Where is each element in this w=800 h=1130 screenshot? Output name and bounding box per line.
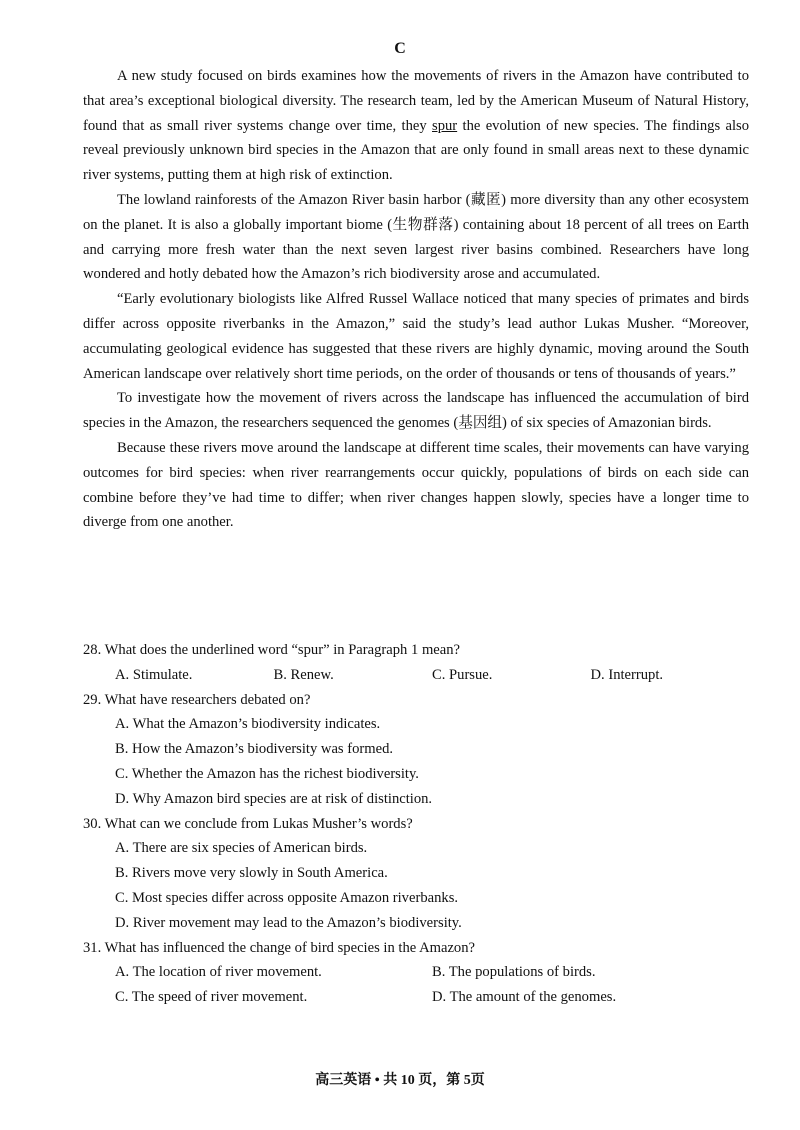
question-28	[83, 638, 749, 688]
question-29	[83, 688, 749, 812]
page-footer: 高三英语 • 共 10 页，第 5页	[315, 1073, 485, 1088]
underlined-word-spur: spur	[432, 117, 458, 134]
question-stem: 31. What has influenced the change of bird species in the Amazon?	[83, 939, 476, 956]
reading-passage	[83, 64, 749, 535]
option-c: C. Pursue.	[432, 666, 493, 683]
option-d: D. Interrupt.	[590, 666, 664, 683]
question-31	[83, 936, 749, 1010]
questions	[83, 638, 749, 1010]
paragraph-1-text-b: the evolution of new species. The findings also reveal previously unknown bird species in the Amazon that are only found in small areas next to these dynamic river systems, putting them at high risk of extinction.	[83, 117, 749, 184]
option-b: B. Renew.	[273, 666, 334, 683]
question-30	[83, 812, 749, 936]
option-c: C. Most species differ across opposite Amazon riverbanks.	[115, 889, 459, 906]
option-a: A. The location of river movement.	[115, 964, 322, 981]
option-c: C. The speed of river movement.	[115, 989, 308, 1006]
option-c: C. Whether the Amazon has the richest biodiversity.	[115, 765, 419, 782]
option-d: D. The amount of the genomes.	[432, 989, 617, 1006]
options-row	[115, 960, 749, 985]
options-row	[115, 985, 749, 1010]
option-a: A. There are six species of American birds.	[115, 840, 368, 857]
option-b: B. The populations of birds.	[432, 964, 596, 981]
paragraph-4: To investigate how the movement of rivers across the landscape has influenced the accumulation of bird species in the Amazon, the researchers sequenced the genomes (基因组) of six species of Amazonian birds.	[83, 390, 749, 432]
paragraph-1-text-a: A new study focused on birds examines how the movements of rivers in the Amazon have contributed to that area’s exceptional biological diversity. The research team, led by the American Museum of Natural History, found that as small river systems change over time, they	[83, 68, 749, 134]
option-a: A. What the Amazon’s biodiversity indicates.	[115, 716, 381, 733]
option-d: D. River movement may lead to the Amazon’s biodiversity.	[115, 914, 462, 931]
question-stem: 29. What have researchers debated on?	[83, 691, 311, 708]
question-stem: 28. What does the underlined word “spur” in Paragraph 1 mean?	[83, 642, 461, 658]
paragraph-1	[83, 64, 749, 188]
question-stem: 30. What can we conclude from Lukas Musher’s words?	[83, 815, 413, 832]
option-b: B. How the Amazon’s biodiversity was formed.	[115, 741, 394, 758]
options-row	[115, 663, 749, 688]
paragraph-2: The lowland rainforests of the Amazon River basin harbor (藏匿) more diversity than any other ecosystem on the planet. It is also a globally important biome (生物群落) containing about 18 percent of all trees on Earth and carrying more fresh water than the next seven largest river basins combined. Researchers have long wondered and hotly debated how the Amazon’s rich biodiversity arose and accumulated.	[83, 191, 749, 283]
section-letter: C	[394, 40, 406, 57]
option-d: D. Why Amazon bird species are at risk of distinction.	[115, 790, 433, 807]
option-a: A. Stimulate.	[115, 666, 193, 683]
option-b: B. Rivers move very slowly in South America.	[115, 865, 388, 882]
paragraph-3: “Early evolutionary biologists like Alfred Russel Wallace noticed that many species of primates and birds differ across opposite riverbanks in the Amazon,” said the study’s lead author Lukas Musher. “Moreover, accumulating geological evidence has suggested that these rivers are highly dynamic, moving around the South American landscape over relatively short time periods, on the order of thousands or tens of thousands of years.”	[83, 291, 749, 382]
paragraph-5: Because these rivers move around the landscape at different time scales, their movements can have varying outcomes for bird species: when river rearrangements occur quickly, populations of birds on each side can combine before they’ve had time to differ; when river changes happen slowly, species have a longer time to diverge from one another.	[83, 439, 749, 531]
